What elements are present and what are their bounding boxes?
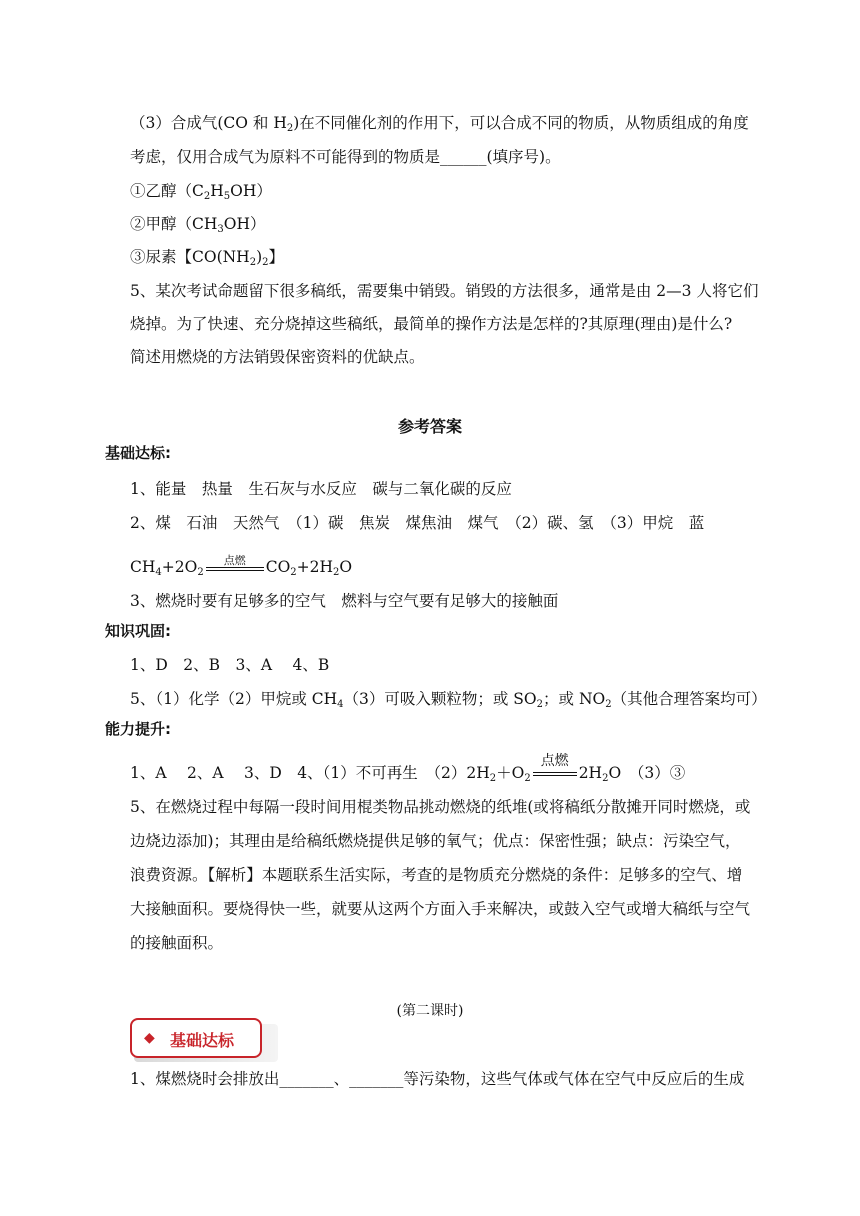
diamond-icon: ◆ xyxy=(144,1030,155,1046)
lesson2-q1: 1、煤燃烧时会排放出_______、_______等污染物，这些气体或气体在空气中反应后的生成 xyxy=(130,1070,745,1088)
q5-line1: 5、某次考试命题留下很多稿纸，需要集中销毁。销毁的方法很多，通常是由 2—3 人将它们 xyxy=(130,282,759,300)
answer-b5: 5、（1）化学（2）甲烷或 $CH_4(3)$可吸入颗粒物；或 $SO_2$；或 $NO_2$（其他合理答案均可） xyxy=(130,690,767,710)
q5-line2: 烧掉。为了快速、充分烧掉这些稿纸，最简单的操作方法是怎样的?其原理(理由)是什么? xyxy=(130,315,733,333)
section-improve: 能力提升: xyxy=(105,720,171,738)
answer-c1: 1、A 2、A 3、D 4、（1）不可再生 $(2)2H_2+O_2$ 点燃 $2H_2O$ （3）③ xyxy=(130,753,686,784)
answer-a2: 2、煤 石油 天然气 （1）碳 焦炭 煤焦油 煤气 （2）碳、氢 （3）甲烷 蓝 xyxy=(130,514,705,532)
answer-a3: 3、燃烧时要有足够多的空气 燃料与空气要有足够大的接触面 xyxy=(130,592,559,610)
equation-methane: $CH_4+2O_2$ 点燃 $CO_2+2H_2O$ xyxy=(130,554,353,578)
lesson-subtitle: (第二课时) xyxy=(396,1003,464,1019)
q3-line2: 考虑，仅用合成气为原料不可能得到的物质是______(填序号)。 xyxy=(130,148,561,166)
section-consolidate: 知识巩固: xyxy=(105,622,171,640)
answer-c5-line3: 浪费资源。【解析】本题联系生活实际，考查的是物质充分燃烧的条件：足够多的空气、增 xyxy=(130,866,743,884)
answer-c5-line1: 5、在燃烧过程中每隔一段时间用棍类物品挑动燃烧的纸堆(或将稿纸分散摊开同时燃烧，或 xyxy=(130,798,751,816)
answer-c5-line2: 边烧边添加)；其理由是给稿纸燃烧提供足够的氧气；优点：保密性强；缺点：污染空气， xyxy=(130,832,741,850)
reaction-arrow: 点燃 xyxy=(531,762,579,784)
answer-c5-line5: 的接触面积。 xyxy=(130,934,224,952)
q3-line1: （3）合成气(CO 和 $H_2$)在不同催化剂的作用下，可以合成不同的物质，从物质组成的角度 xyxy=(130,114,749,134)
answer-b1: 1、D 2、B 3、A 4、B xyxy=(130,656,330,674)
q3-option-3: ③尿素【$CO(NH_2)_2$】 xyxy=(130,248,285,268)
section-basic: 基础达标: xyxy=(105,444,171,462)
q3-option-2: ②甲醇$(CH_3OH)$ xyxy=(130,215,266,235)
answer-a1: 1、能量 热量 生石灰与水反应 碳与二氧化碳的反应 xyxy=(130,480,512,498)
answer-c5-line4: 大接触面积。要烧得快一些，就要从这两个方面入手来解决，或鼓入空气或增大稿纸与空气 xyxy=(130,900,751,918)
section-badge xyxy=(130,1018,262,1058)
q3-option-1: ①乙醇$(C_2H_5OH)$ xyxy=(130,182,272,202)
q5-line3: 简述用燃烧的方法销毁保密资料的优缺点。 xyxy=(130,348,425,366)
answers-title: 参考答案 xyxy=(397,417,462,436)
reaction-arrow: 点燃 xyxy=(204,556,266,578)
badge-label: 基础达标 xyxy=(170,1031,235,1050)
